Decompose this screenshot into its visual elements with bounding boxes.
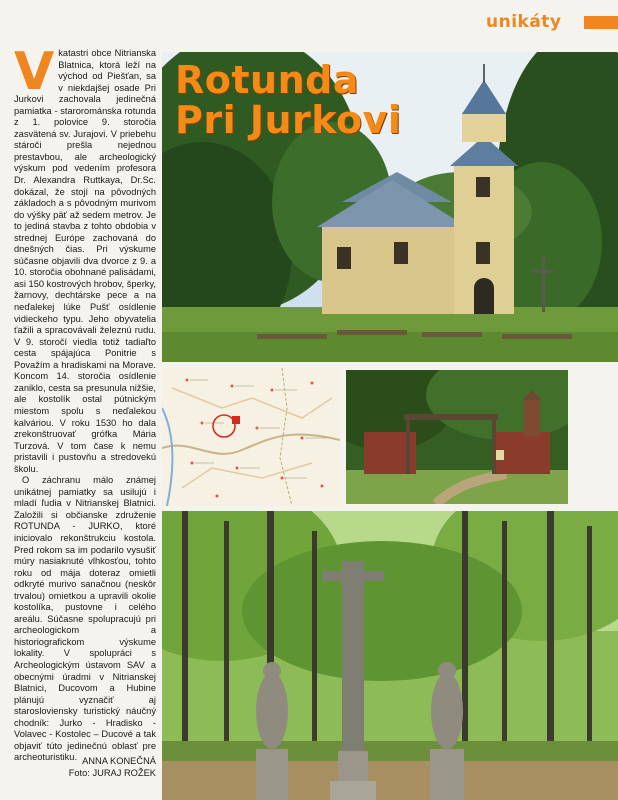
calvary-forest-photo (162, 511, 618, 800)
article-paragraph-1: katastri obce Nitrianska Blatnica, ktorá leží na východ od Piešťan, sa v niekdajšej osade Pri Jurkovi zachovala jedinečná pamiatka - starorománska rotunda z 1. polovice 9. storočia zasvätená sv. Jurajovi. V priebehu stároči prešla nejednou prestavbou, ale archeologický výskum pod vedením profesora Dr. Alexandra Ruttkaya, Dr.Sc. dokázal, že stojí na pôvodných základoch a s pôvodným murivom do výšky päť až sedem metrov. Je to jediná stavba z tohto obdobia v strednej Európe zachovaná do dnešných čias. Pri výskume súčasne objavili dva dvorce z 9. a 10. storočia obohnané palisádami, asi 150 kostrových hrobov, šperky, žarnovy, dechtárske pece a na neďalekej lúke Pušť osídlenie vidieckeho typu. Jeho obyvatelia ťažili a spracovávali železnú rudu. V 9. storočí viedla totiž tadiaľto cesta spájajúca Ponitrie s Považím a hradiskami na Morave. Koncom 14. storočia osídlenie zaniklo, cesta sa presunula nižšie, ale kostolík ostal pútnickým miestom spolu s neďalekou kalváriou. V roku 1530 ho dala zrekonštruovať grófka Mária Turzová. V tom čase k nemu pristavili i pustovňu a stredovekú školu. (14, 48, 156, 474)
article-text-column (14, 42, 156, 764)
drop-cap: V (14, 42, 55, 102)
gate-photo (346, 370, 568, 504)
article-paragraph-2: O záchranu málo známej unikátnej pamiatky sa usilujú i mladí ľudia v Nitrianskej Blatnici. Založili si občianske združenie ROTUNDA - JURKO, ktoré iniciovalo rekonštrukciu kostola. Pred rokom sa im podarilo vysušiť múry nasiaknuté vlhkosťou, tohto roku od mája doteraz omietli odkryté murivo sanačnou (neskôr trvalou) omietkou a upravili okolie kostolíka, pustovne i celého areálu. Súčasne spolupracujú pri archeologickom a historiografickom výskume lokality. V spolupráci s Archeologickým ústavom SAV a obecnými úradmi v Nitrianskej Blatnici, Ducovom a Hubine plánujú vyznačiť aj starosloviensky turistický náučný chodník: Jurko - Hradisko - Volavec - Kostolec – Ducové a tak objaviť túto jedinečnú oblasť pre archeoturistiku. (14, 475, 156, 763)
author-name: ANNA KONEČNÁ (82, 756, 156, 766)
location-map (162, 368, 340, 506)
title-line-2: Pri Jurkovi (175, 98, 402, 142)
section-tag-bar (584, 16, 618, 29)
article-title (175, 60, 401, 140)
section-tag: unikáty (486, 12, 562, 32)
title-line-1: Rotunda (175, 58, 359, 102)
article-credits (14, 756, 156, 779)
photo-credit: Foto: JURAJ ROŽEK (68, 767, 156, 778)
